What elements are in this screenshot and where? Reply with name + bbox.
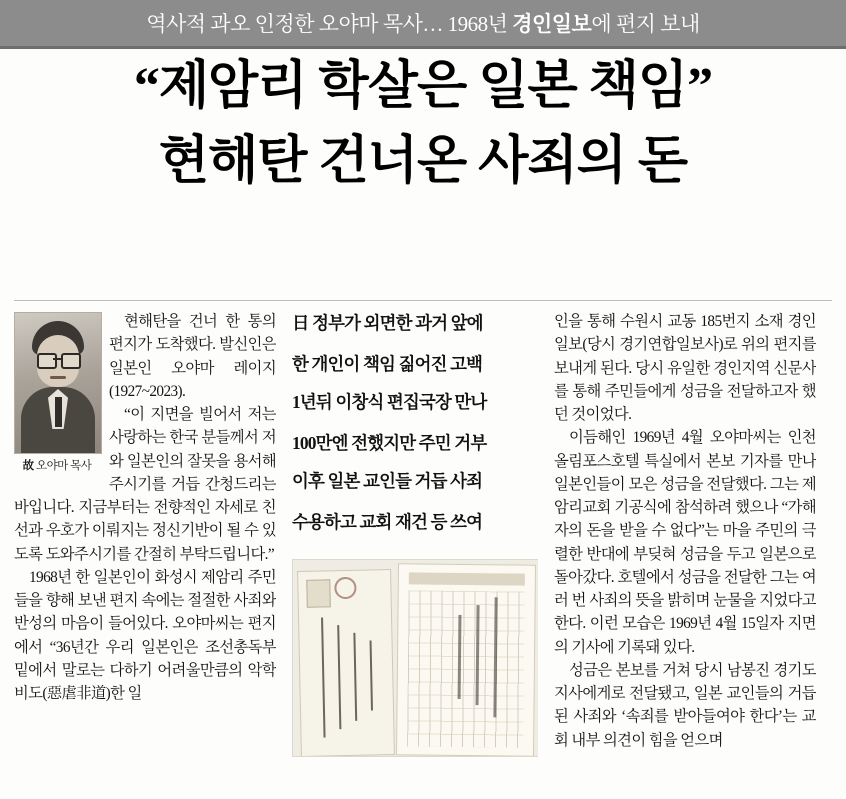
portrait-photo xyxy=(14,312,102,454)
glasses-left-icon xyxy=(37,353,57,369)
envelope-script-line xyxy=(337,625,341,729)
paragraph: 인을 통해 수원시 교동 185번지 소재 경인일보(당시 경기연합일보사)로 위의 편지를 보내게 된다. 당시 유일한 경인지역 신문사를 통해 주민들에게 성금을 전달하고자 했던 것이었다. xyxy=(554,313,816,423)
deck-line: 100만엔 전했지만 주민 거부 xyxy=(292,432,487,453)
portrait-caption xyxy=(14,457,100,473)
letter-header-band xyxy=(409,572,525,585)
portrait-caption-prefix: 故 xyxy=(22,460,34,472)
portrait-figure xyxy=(14,312,100,473)
summary-deck xyxy=(292,310,538,551)
headline-line-2: 현해탄 건너온 사죄의 돈 xyxy=(158,133,688,190)
headline-block xyxy=(0,54,846,194)
column-right xyxy=(554,310,816,799)
deck-line: 1년뒤 이창식 편집국장 만나 xyxy=(292,391,487,412)
kicker-text xyxy=(146,8,700,38)
envelope-script-line xyxy=(321,617,326,737)
letter-sheet-image xyxy=(396,563,536,756)
column-middle xyxy=(292,310,538,799)
glasses-bridge-icon xyxy=(53,358,61,360)
envelope-script-line xyxy=(370,640,373,710)
headline-divider xyxy=(14,300,832,301)
kicker-text-before: 역사적 과오 인정한 오야마 목사… 1968년 xyxy=(146,12,513,36)
deck-line: 수용하고 교회 재건 등 쓰여 xyxy=(292,511,483,532)
portrait-tie xyxy=(55,397,62,427)
paragraph: 성금은 본보를 거쳐 당시 남봉진 경기도지사에게로 전달됐고, 일본 교인들의 거듭된 사죄와 ‘속죄를 받아들여야 한다’는 교회 내부 의견이 힘을 얻으며 xyxy=(554,661,816,749)
column-left xyxy=(14,310,276,799)
kicker-text-bold: 경인일보 xyxy=(512,12,592,36)
kicker-text-after: 에 편지 보내 xyxy=(591,12,700,36)
postmark-seal-icon xyxy=(334,577,356,599)
letter-photo xyxy=(292,559,538,757)
portrait-caption-text: 오야마 목사 xyxy=(33,460,92,472)
paragraph: “이 지면을 빌어서 저는 사랑하는 한국 분들께서 저와 일본인의 잘못을 용서해주시기를 거듭 간청드리는 바입니다. 지금부터는 전향적인 자세로 친선과 우호가 이뤄지는 정신기반이 될 수 있도록 도와주시기를 간절히 부탁드립니다.” xyxy=(14,406,276,563)
article-columns xyxy=(14,310,832,799)
glasses-right-icon xyxy=(61,353,81,369)
deck-line: 한 개인이 책임 짊어진 고백 xyxy=(292,353,483,374)
envelope-script-line xyxy=(353,633,357,721)
portrait-mouth xyxy=(50,376,66,379)
postage-stamp-icon xyxy=(306,579,331,607)
paragraph: 현해탄을 건너 한 통의 편지가 도착했다. 발신인은 일본인 오야마 레이지(1927~2023). xyxy=(109,313,276,400)
letter-grid-lines xyxy=(407,590,525,747)
paragraph: 1968년 한 일본인이 화성시 제암리 주민들을 향해 보낸 편지 속에는 절절한 사죄와 반성의 마음이 들어있다. 오야마씨는 편지에서 “36년간 우리 일본인은 조선총독부 밑에서 말로는 다하기 어려울만큼의 악학비도(惡虐非道)한 일 xyxy=(14,568,276,702)
deck-line: 이후 일본 교인들 거듭 사죄 xyxy=(292,470,483,491)
deck-line: 日 정부가 외면한 과거 앞에 xyxy=(292,313,483,333)
kicker-bar xyxy=(0,0,846,49)
paragraph: 이듬해인 1969년 4월 오야마씨는 인천 올림포스호텔 특실에서 본보 기자를 만나 일본인들이 모은 성금을 전달했다. 그는 제암리교회 기공식에 참석하려 했으나 “가해자의 돈을 받을 수 없다”는 마을 주민의 극렬한 반대에 부딪혀 성금을 두고 일본으로 돌아갔다. 호텔에서 성금을 전달한 그는 여러 번 사죄의 뜻을 밝히며 눈물을 지었다고 한다. 이런 모습은 1969년 4월 15일자 지면의 기사에 기록돼 있다. xyxy=(554,429,816,656)
headline-line-1: “제암리 학살은 일본 책임” xyxy=(133,58,713,115)
envelope-image xyxy=(297,569,395,757)
